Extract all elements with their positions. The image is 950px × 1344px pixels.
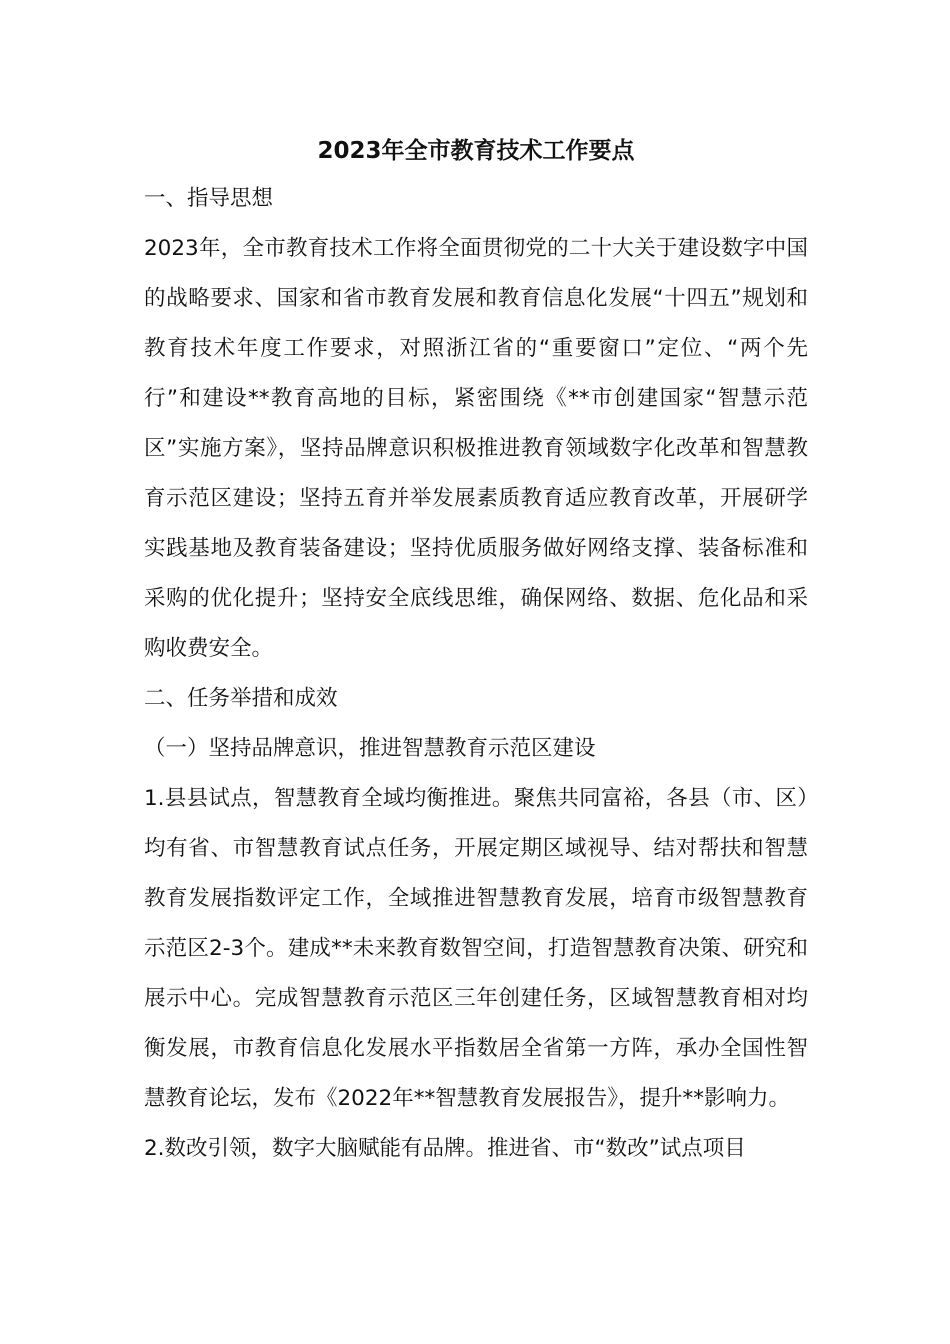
document-title: 2023年全市教育技术工作要点 [317, 138, 635, 164]
item-paragraph-1: 1.县县试点，智慧教育全域均衡推进。聚焦共同富裕，各县（市、区）均有省、市智慧教育试点任务，开展定期区域视导、结对帮扶和智慧教育发展指数评定工作，全域推进智慧教育发展，培育市级智慧教育示范区2-3个。建成**未来教育数智空间，打造智慧教育决策、研究和展示中心。完成智慧教育示范区三年创建任务，区域智慧教育相对均衡发展，市教育信息化发展水平指数居全省第一方阵，承办全国性智慧教育论坛，发布《2022年**智慧教育发展报告》，提升**影响力。 [144, 786, 808, 1111]
section-heading-guiding-thought: 一、指导思想 [144, 186, 274, 211]
document-page [144, 128, 808, 1174]
section-heading-tasks: 二、任务举措和成效 [144, 686, 338, 711]
subsection-heading-brand: （一）坚持品牌意识，推进智慧教育示范区建设 [144, 736, 596, 761]
guiding-thought-paragraph: 2023年，全市教育技术工作将全面贯彻党的二十大关于建设数字中国的战略要求、国家和省市教育发展和教育信息化发展“十四五”规划和教育技术年度工作要求，对照浙江省的“重要窗口”定位、“两个先行”和建设**教育高地的目标，紧密围绕《**市创建国家“智慧示范区”实施方案》，坚持品牌意识积极推进教育领域数字化改革和智慧教育示范区建设；坚持五育并举发展素质教育适应教育改革，开展研学实践基地及教育装备建设；坚持优质服务做好网络支撑、装备标准和采购的优化提升；坚持安全底线思维，确保网络、数据、危化品和采购收费安全。 [144, 236, 808, 661]
item-paragraph-2: 2.数改引领，数字大脑赋能有品牌。推进省、市“数改”试点项目 [144, 1136, 746, 1161]
